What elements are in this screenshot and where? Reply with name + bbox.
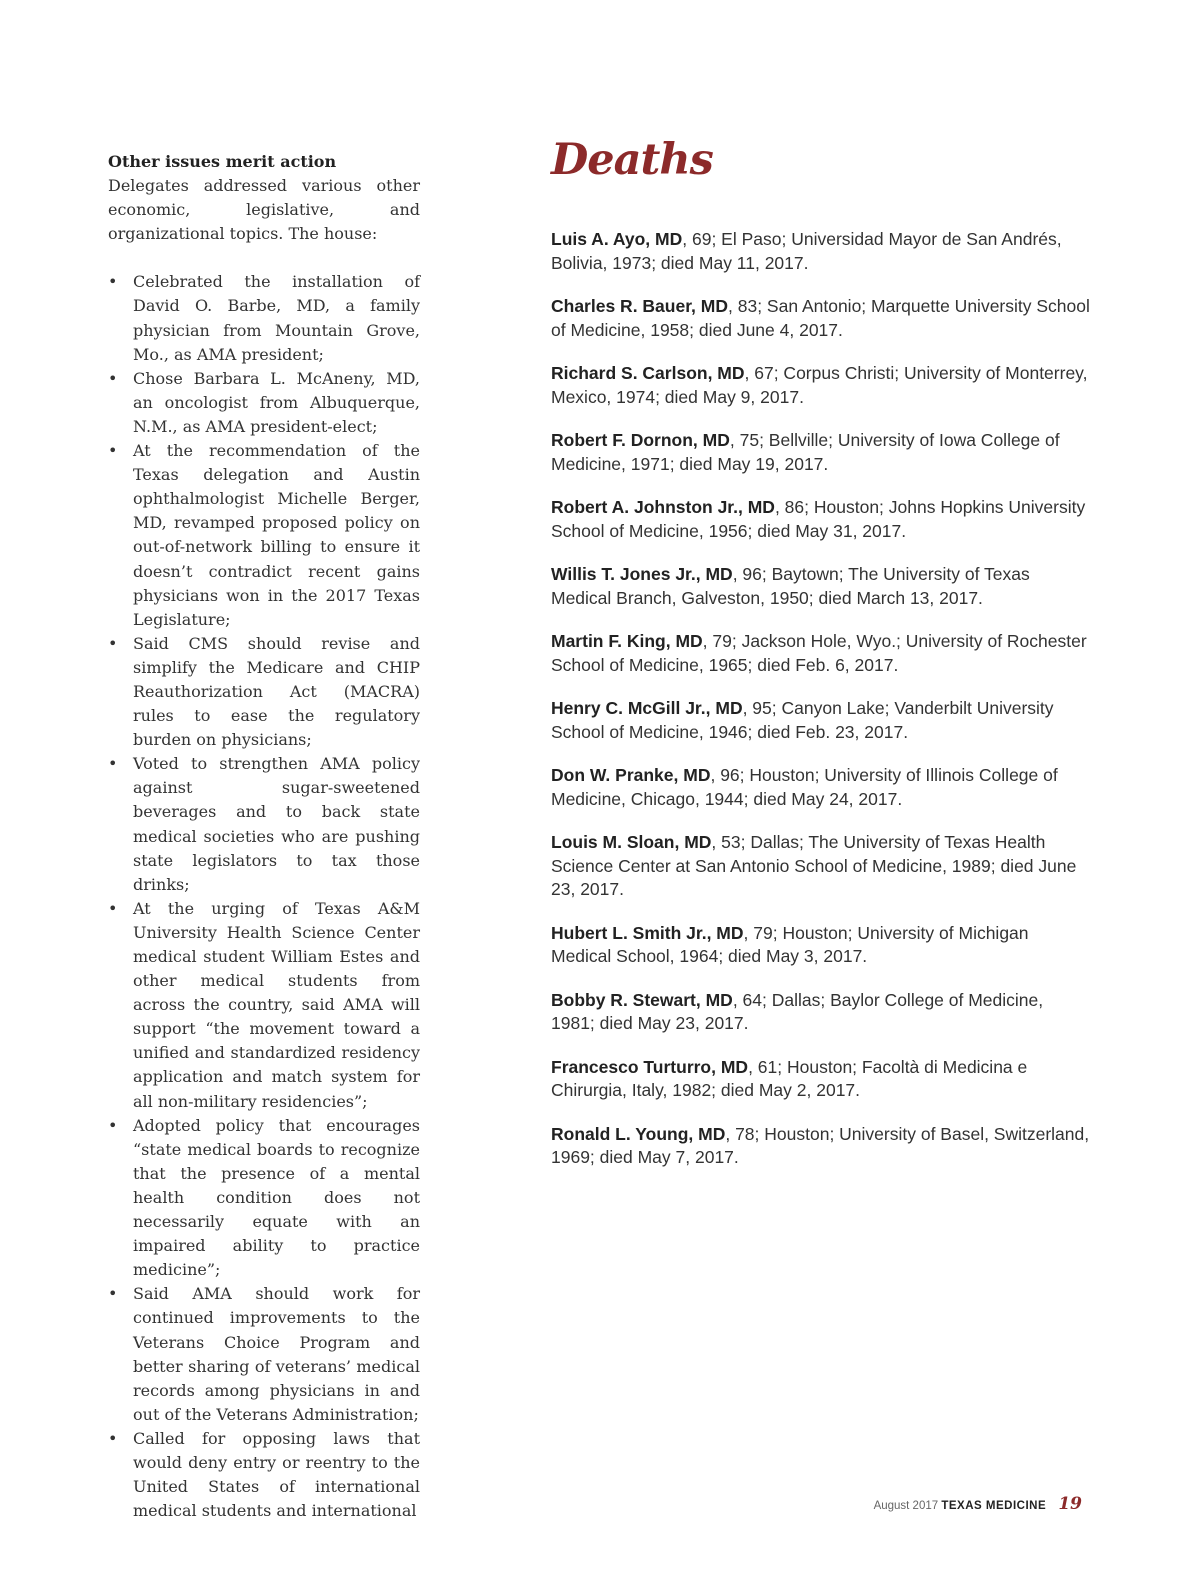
list-item: [108, 367, 420, 439]
list-item: [108, 632, 420, 752]
obituary-name: Luis A. Ayo, MD: [551, 229, 683, 249]
obituary-details: , 64; Dallas; Baylor College of Medicine, 1981; died May 23, 2017.: [551, 989, 1044, 1033]
list-item-text: Said CMS should revise and simplify the Medicare and CHIP Reauthorization Act (MACRA) rules to ease the regulatory burden on physicians;: [133, 633, 420, 750]
list-item: [108, 1282, 420, 1427]
list-item-text: Chose Barbara L. McAneny, MD, an oncologist from Albuquerque, N.M., as AMA president-elect;: [133, 368, 420, 436]
article-column: [108, 150, 420, 1523]
obituary-details: , 53; Dallas; The University of Texas Health Science Center at San Antonio School of Medicine, 1989; died June 23, 2017.: [551, 832, 1077, 899]
list-item: [108, 897, 420, 1114]
obituary-details: , 78; Houston; University of Basel, Switzerland, 1969; died May 7, 2017.: [551, 1123, 1090, 1167]
list-item-text: At the recommendation of the Texas delegation and Austin ophthalmologist Michelle Berger, MD, revamped proposed policy on out-of-network billing to ensure it doesn’t contradict recent gains physicians won in the 2017 Texas Legislature;: [133, 441, 420, 629]
obituary-entry: [551, 362, 1091, 409]
list-item: [108, 439, 420, 632]
obituary-entry: [551, 496, 1091, 543]
list-item: [108, 1427, 420, 1523]
obituary-details: , 95; Canyon Lake; Vanderbilt University School of Medicine, 1946; died Feb. 23, 2017.: [551, 698, 1054, 742]
obituary-name: Don W. Pranke, MD: [551, 765, 711, 785]
intro-paragraph: Delegates addressed various other economic, legislative, and organizational topics. The house:: [108, 176, 420, 244]
obituary-entry: [551, 228, 1091, 275]
list-item-text: Celebrated the installation of David O. Barbe, MD, a family physician from Mountain Grove, Mo., as AMA president;: [133, 272, 420, 364]
bullet-icon: •: [108, 368, 118, 388]
bullet-icon: •: [108, 1115, 118, 1135]
deaths-column: [551, 130, 1091, 1190]
obituary-name: Bobby R. Stewart, MD: [551, 989, 733, 1010]
obituary-name: Hubert L. Smith Jr., MD: [551, 922, 744, 943]
obituary-details: , 61; Houston; Facoltà di Medicina e Chirurgia, Italy, 1982; died May 2, 2017.: [551, 1056, 1028, 1100]
issue-date: August 2017: [873, 1500, 939, 1512]
list-item-text: At the urging of Texas A&M University Health Science Center medical student William Estes and other medical students from across the country, said AMA will support “the movement toward a unified and standardized residency application and match system for all non-military residencies”;: [133, 898, 420, 1111]
bullet-icon: •: [108, 633, 118, 653]
obituary-entry: [551, 831, 1091, 902]
obituary-name: Henry C. McGill Jr., MD: [551, 698, 743, 718]
list-item-text: Adopted policy that encourages “state medical boards to recognize that the presence of a mental health condition does not necessarily equate with an impaired ability to practice medicine”;: [133, 1115, 420, 1280]
obituary-name: Willis T. Jones Jr., MD: [551, 564, 733, 584]
obituary-name: Louis M. Sloan, MD: [551, 832, 712, 852]
obituary-entry: [551, 630, 1091, 677]
list-item-text: Called for opposing laws that would deny entry or reentry to the United States of international medical students and international: [133, 1428, 420, 1521]
list-item-text: Voted to strengthen AMA policy against sugar-sweetened beverages and to back state medical societies who are pushing state legislators to tax those drinks;: [133, 754, 420, 894]
magazine-name: TEXAS MEDICINE: [941, 1500, 1047, 1512]
list-item: [108, 1114, 420, 1283]
bullet-icon: •: [108, 898, 118, 918]
obituary-entry: [551, 563, 1091, 610]
obituary-name: Robert F. Dornon, MD: [551, 430, 730, 450]
obituary-details: , 79; Houston; University of Michigan Medical School, 1964; died May 3, 2017.: [551, 922, 1029, 966]
obituary-entry: [551, 922, 1091, 969]
obituary-name: Robert A. Johnston Jr., MD: [551, 497, 775, 517]
obituary-entry: [551, 1056, 1091, 1103]
obituary-entry: [551, 989, 1091, 1036]
deaths-title: Deaths: [551, 135, 713, 185]
obituary-details: , 83; San Antonio; Marquette University School of Medicine, 1958; died June 4, 2017.: [551, 296, 1090, 340]
obituary-details: , 96; Baytown; The University of Texas Medical Branch, Galveston, 1950; died March 13, 2017.: [551, 564, 1030, 608]
obituary-entry: [551, 1123, 1091, 1170]
page-footer: [874, 1494, 1082, 1514]
list-item-text: Said AMA should work for continued improvements to the Veterans Choice Program and better sharing of veterans’ medical records among physicians in and out of the Veterans Administration;: [133, 1284, 420, 1424]
obituary-name: Francesco Turturro, MD: [551, 1056, 749, 1077]
obituary-name: Charles R. Bauer, MD: [551, 296, 728, 316]
obituary-details: , 67; Corpus Christi; University of Monterrey, Mexico, 1974; died May 9, 2017.: [551, 363, 1088, 407]
bullet-icon: •: [108, 1284, 118, 1304]
bullet-icon: •: [108, 272, 118, 292]
obituary-name: Martin F. King, MD: [551, 631, 703, 651]
bullet-icon: •: [108, 441, 118, 461]
action-list: [108, 270, 420, 1523]
obituary-entry: [551, 429, 1091, 476]
obituary-entry: [551, 295, 1091, 342]
obituary-details: , 96; Houston; University of Illinois College of Medicine, Chicago, 1944; died May 24, 2017.: [551, 765, 1058, 809]
list-item: [108, 270, 420, 366]
obituary-details: , 86; Houston; Johns Hopkins University School of Medicine, 1956; died May 31, 2017.: [551, 497, 1086, 541]
bullet-icon: •: [108, 1428, 118, 1448]
bullet-icon: •: [108, 754, 118, 774]
obituary-name: Richard S. Carlson, MD: [551, 363, 745, 383]
obituary-details: , 79; Jackson Hole, Wyo.; University of Rochester School of Medicine, 1965; died Feb. 6, 2017.: [551, 631, 1087, 675]
obituary-entry: [551, 764, 1091, 811]
obituary-list: [551, 228, 1091, 1170]
list-item: [108, 752, 420, 897]
obituary-entry: [551, 697, 1091, 744]
obituary-name: Ronald L. Young, MD: [551, 1123, 726, 1144]
obituary-details: , 75; Bellville; University of Iowa College of Medicine, 1971; died May 19, 2017.: [551, 430, 1060, 474]
section-heading: Other issues merit action: [108, 152, 337, 171]
page-number: 19: [1058, 1494, 1082, 1514]
obituary-details: , 69; El Paso; Universidad Mayor de San Andrés, Bolivia, 1973; died May 11, 2017.: [551, 229, 1062, 273]
